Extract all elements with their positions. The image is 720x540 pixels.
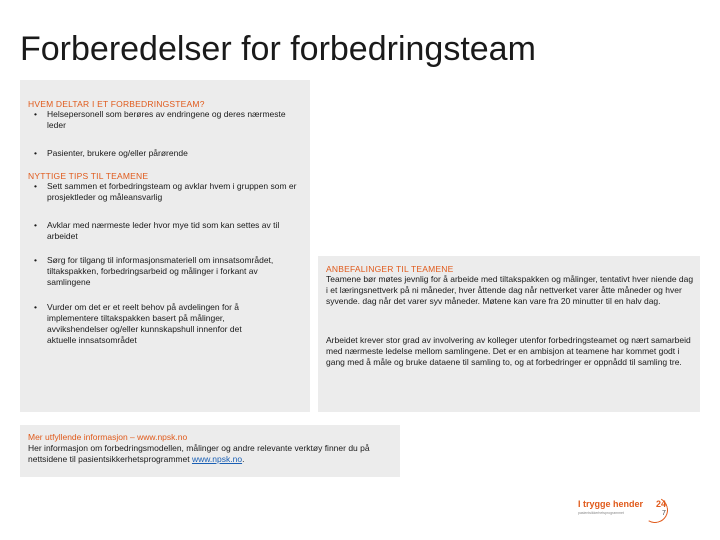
tips-item-materials: • Sørg for tilgang til informasjonsmateriell om innsatsområdet, tiltakspakken, forbedringsarbeid og målinger i forkant av samlingene bbox=[28, 255, 278, 288]
info-text-body: Her informasjon om forbedringsmodellen, målinger og andre relevante verktøy finner du på nettsidene til pasientsikkerhetsprogrammet bbox=[28, 443, 370, 464]
recommendations-paragraph-1: Teamene bør møtes jevnlig for å arbeide med tiltakspakken og målinger, tentativt hver niende dag i et læringsnettverk på ni måneder, hver åttende dag når nettverket varer åtte måneder og hver syvende. dag når det varer syv måneder. Møtene kan vare fra 20 minutter til en halv dag. bbox=[326, 274, 694, 306]
logo-title: I trygge hender bbox=[578, 499, 644, 509]
info-text-end: . bbox=[242, 454, 245, 464]
logo-number: 24 bbox=[656, 499, 667, 509]
recommendations-paragraph-2: Arbeidet krever stor grad av involvering av kolleger utenfor forbedringsteamet og nært samarbeid med nærmeste ledelse mellom samlingene. Det er en ambisjon at teamene har kommet godt i gang med å måle og bruke dataene til samling to, og at forbedringer er oppnådd til samling tre. bbox=[326, 335, 691, 367]
left-panel bbox=[20, 80, 310, 412]
page-title: Forberedelser for forbedringsteam bbox=[20, 30, 536, 68]
info-panel bbox=[20, 425, 400, 477]
recommendations-heading: ANBEFALINGER TIL TEAMENE bbox=[326, 264, 454, 274]
i-trygge-hender-logo bbox=[578, 497, 686, 525]
tips-item-needs: • Vurder om det er et reelt behov på avdelingen for å implementere tiltakspakken basert på målinger, avvikshendelser og/eller kunnskapshull innenfor det aktuelle innsatsområdet bbox=[28, 302, 273, 346]
tips-item-time: • Avklar med nærmeste leder hvor mye tid som kan settes av til arbeidet bbox=[28, 220, 304, 242]
info-text bbox=[28, 443, 390, 465]
npsk-link[interactable]: www.npsk.no bbox=[191, 454, 243, 464]
tips-item-team: • Sett sammen et forbedringsteam og avklar hvem i gruppen som er prosjektleder og måleansvarlig bbox=[28, 181, 309, 203]
right-panel bbox=[318, 256, 700, 412]
logo-tagline: pasientsikkerhetsprogrammet bbox=[578, 511, 624, 515]
logo-number-2: 7 bbox=[662, 510, 666, 517]
logo-arc-icon bbox=[639, 494, 671, 526]
who-item-staff: • Helsepersonell som berøres av endringene og deres nærmeste leder bbox=[28, 109, 287, 131]
info-heading: Mer utfyllende informasjon – www.npsk.no bbox=[28, 432, 188, 442]
who-heading: HVEM DELTAR I ET FORBEDRINGSTEAM? bbox=[28, 99, 205, 109]
tips-heading: NYTTIGE TIPS TIL TEAMENE bbox=[28, 171, 149, 181]
who-item-patients: • Pasienter, brukere og/eller pårørende bbox=[28, 148, 304, 159]
